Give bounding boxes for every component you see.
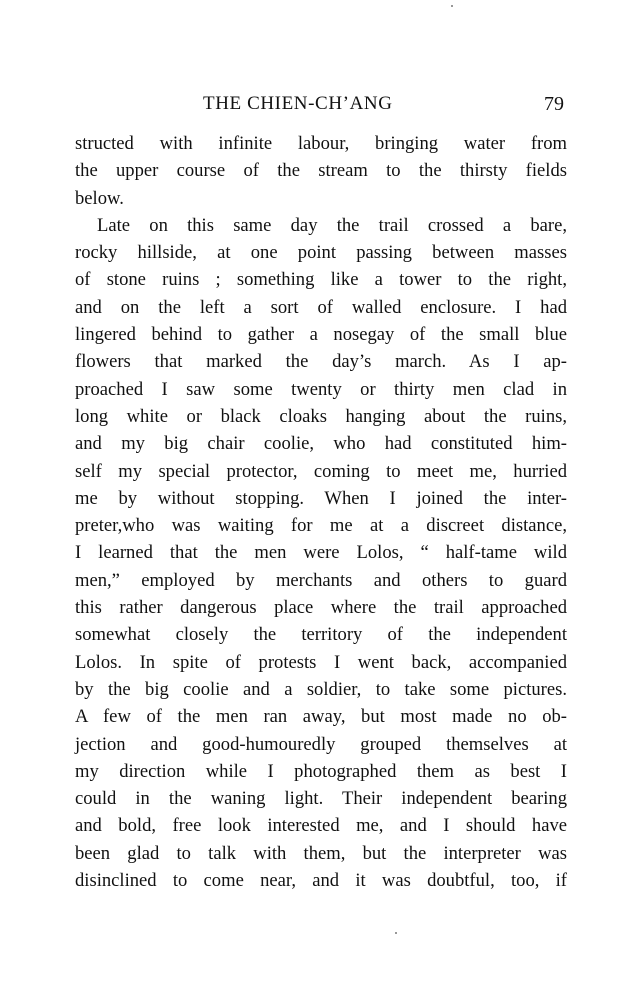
text-line: self my special protector, coming to meet me, hurried — [75, 460, 567, 482]
text-line: this rather dangerous place where the trail approached — [75, 597, 567, 619]
text-line: disinclined to come near, and it was doubtful, too, if — [75, 870, 567, 892]
paragraph-continued — [75, 130, 567, 212]
text-line: I learned that the men were Lolos, “ half-tame wild — [75, 542, 567, 564]
text-line: could in the waning light. Their independent bearing — [75, 788, 567, 810]
text-line: me by without stopping. When I joined the inter- — [75, 487, 567, 509]
page-number: 79 — [544, 93, 564, 115]
text-line: the upper course of the stream to the thirsty fields — [75, 160, 567, 182]
paragraph-lolos — [75, 212, 567, 922]
text-line: of stone ruins ; something like a tower to the right, — [75, 269, 567, 291]
scan-speck — [451, 5, 453, 7]
scan-speck — [395, 932, 397, 934]
text-line: and bold, free look interested me, and I should have — [75, 815, 567, 837]
text-line: and on the left a sort of walled enclosure. I had — [75, 296, 567, 318]
text-line: my direction while I photographed them as best I — [75, 760, 567, 782]
text-line: lingered behind to gather a nosegay of the small blue — [75, 324, 567, 346]
text-line: been glad to talk with them, but the interpreter was — [75, 842, 567, 864]
text-line: proached I saw some twenty or thirty men clad in — [75, 378, 567, 400]
text-line: Lolos. In spite of protests I went back, accompanied — [75, 651, 567, 673]
text-line: A few of the men ran away, but most made no ob- — [75, 706, 567, 728]
text-line: and my big chair coolie, who had constituted him- — [75, 433, 567, 455]
text-line: long white or black cloaks hanging about the ruins, — [75, 405, 567, 427]
text-line: flowers that marked the day’s march. As I ap- — [75, 351, 567, 373]
text-line: structed with infinite labour, bringing water from — [75, 133, 567, 154]
text-line — [75, 894, 567, 921]
text-line: rocky hillside, at one point passing between masses — [75, 242, 567, 264]
text-line: Late on this same day the trail crossed a bare, — [97, 214, 567, 236]
text-line: by the big coolie and a soldier, to take some pictures. — [75, 678, 567, 700]
text-line: below. — [75, 187, 124, 209]
running-title: THE CHIEN-CH’ANG — [203, 93, 393, 114]
body-text — [75, 130, 567, 922]
text-line: jection and good-humouredly grouped themselves at — [75, 733, 567, 755]
text-line: preter,who was waiting for me at a discreet distance, — [75, 515, 567, 537]
running-head — [0, 93, 634, 123]
text-line: men,” employed by merchants and others to guard — [75, 569, 567, 591]
text-line: somewhat closely the territory of the independent — [75, 624, 567, 646]
